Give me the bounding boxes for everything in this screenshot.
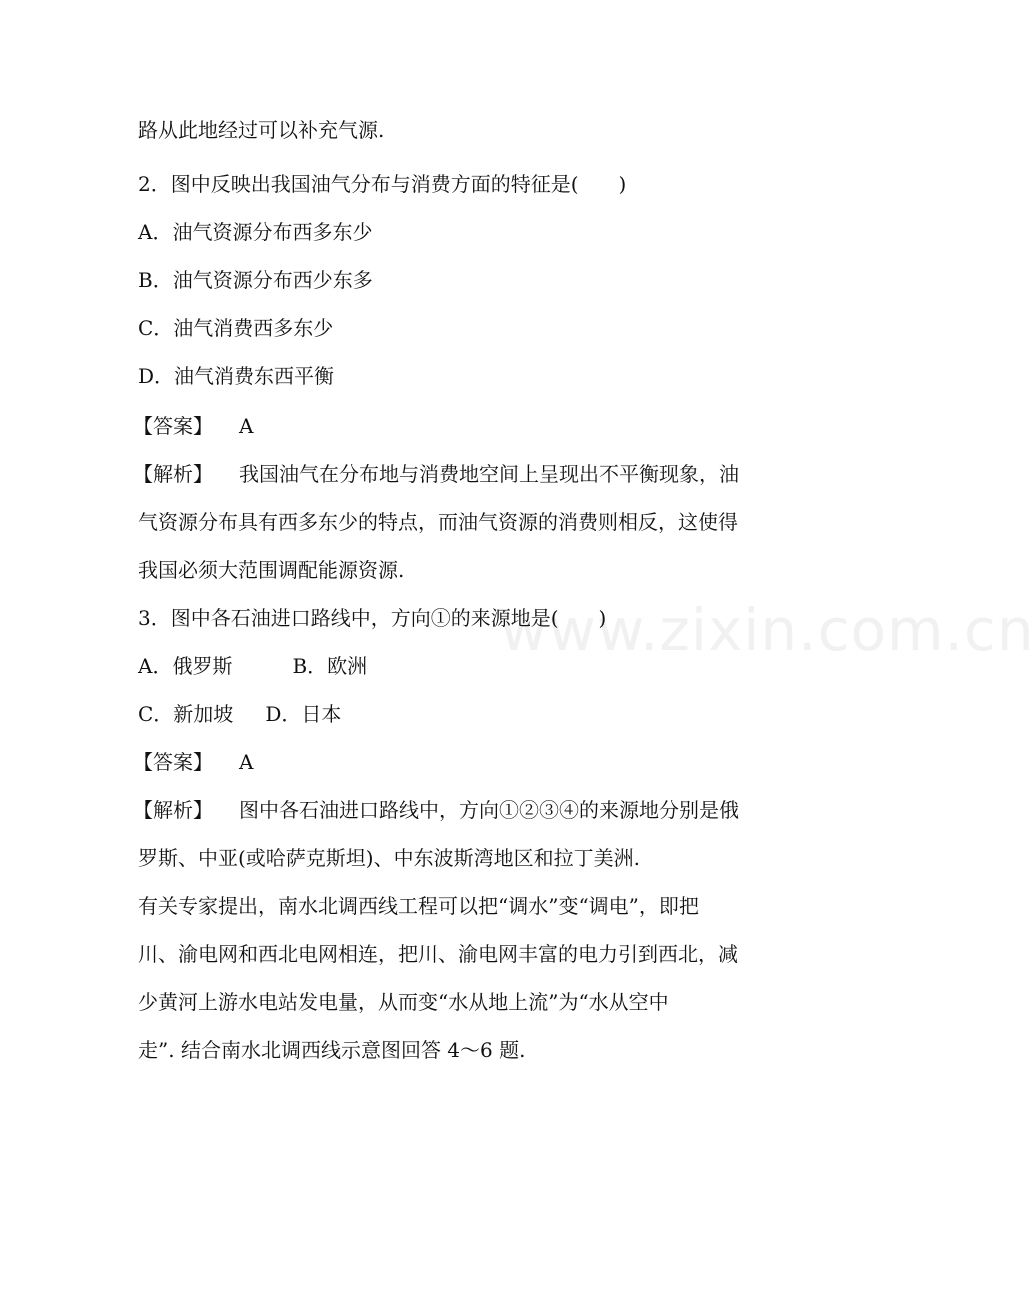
- watermark-text: www.zixin.com.cn: [500, 596, 1035, 664]
- analysis-text: 图中各石油进口路线中，方向①②③④的来源地分别是俄: [239, 798, 739, 822]
- question-2-analysis-row: [133, 460, 739, 488]
- passage-text-line: 川、渝电网和西北电网相连，把川、渝电网丰富的电力引到西北，减: [138, 942, 738, 966]
- question-3-options-row-2: [138, 700, 341, 728]
- question-3-option-a: A．俄罗斯: [138, 654, 233, 678]
- passage-text-line: 少黄河上游水电站发电量，从而变“水从地上流”为“水从空中: [138, 990, 669, 1014]
- question-3-option-b: B．欧洲: [292, 654, 368, 678]
- question-3-analysis-row: [133, 796, 739, 824]
- question-3-option-c: C．新加坡: [138, 702, 234, 726]
- question-2-option-c: C．油气消费西多东少: [138, 316, 334, 340]
- analysis-text-line: 罗斯、中亚(或哈萨克斯坦)、中东波斯湾地区和拉丁美洲.: [138, 846, 640, 870]
- question-3-option-d: D．日本: [265, 702, 342, 726]
- answer-value: A: [239, 750, 254, 774]
- passage-text-line: 有关专家提出，南水北调西线工程可以把“调水”变“调电”，即把: [138, 894, 699, 918]
- answer-label: 【答案】: [133, 750, 213, 774]
- passage-text-line: 走”. 结合南水北调西线示意图回答 4～6 题.: [138, 1038, 526, 1062]
- answer-label: 【答案】: [133, 414, 213, 438]
- analysis-label: 【解析】: [133, 798, 213, 822]
- question-3-stem: 3．图中各石油进口路线中，方向①的来源地是( ): [138, 606, 607, 630]
- analysis-text-line: 我国必须大范围调配能源资源.: [138, 558, 405, 582]
- question-3-options-row-1: [138, 652, 367, 680]
- question-2-option-d: D．油气消费东西平衡: [138, 364, 335, 388]
- analysis-text-line: 气资源分布具有西多东少的特点，而油气资源的消费则相反，这使得: [138, 510, 738, 534]
- analysis-label: 【解析】: [133, 462, 213, 486]
- text-line-continuation: 路从此地经过可以补充气源.: [138, 118, 385, 142]
- question-2-stem: 2．图中反映出我国油气分布与消费方面的特征是( ): [138, 172, 627, 196]
- question-3-answer-row: [133, 748, 253, 776]
- question-2-option-b: B．油气资源分布西少东多: [138, 268, 373, 292]
- analysis-text: 我国油气在分布地与消费地空间上呈现出不平衡现象，油: [239, 462, 739, 486]
- question-2-option-a: A．油气资源分布西多东少: [138, 220, 373, 244]
- question-2-answer-row: [133, 412, 253, 440]
- answer-value: A: [239, 414, 254, 438]
